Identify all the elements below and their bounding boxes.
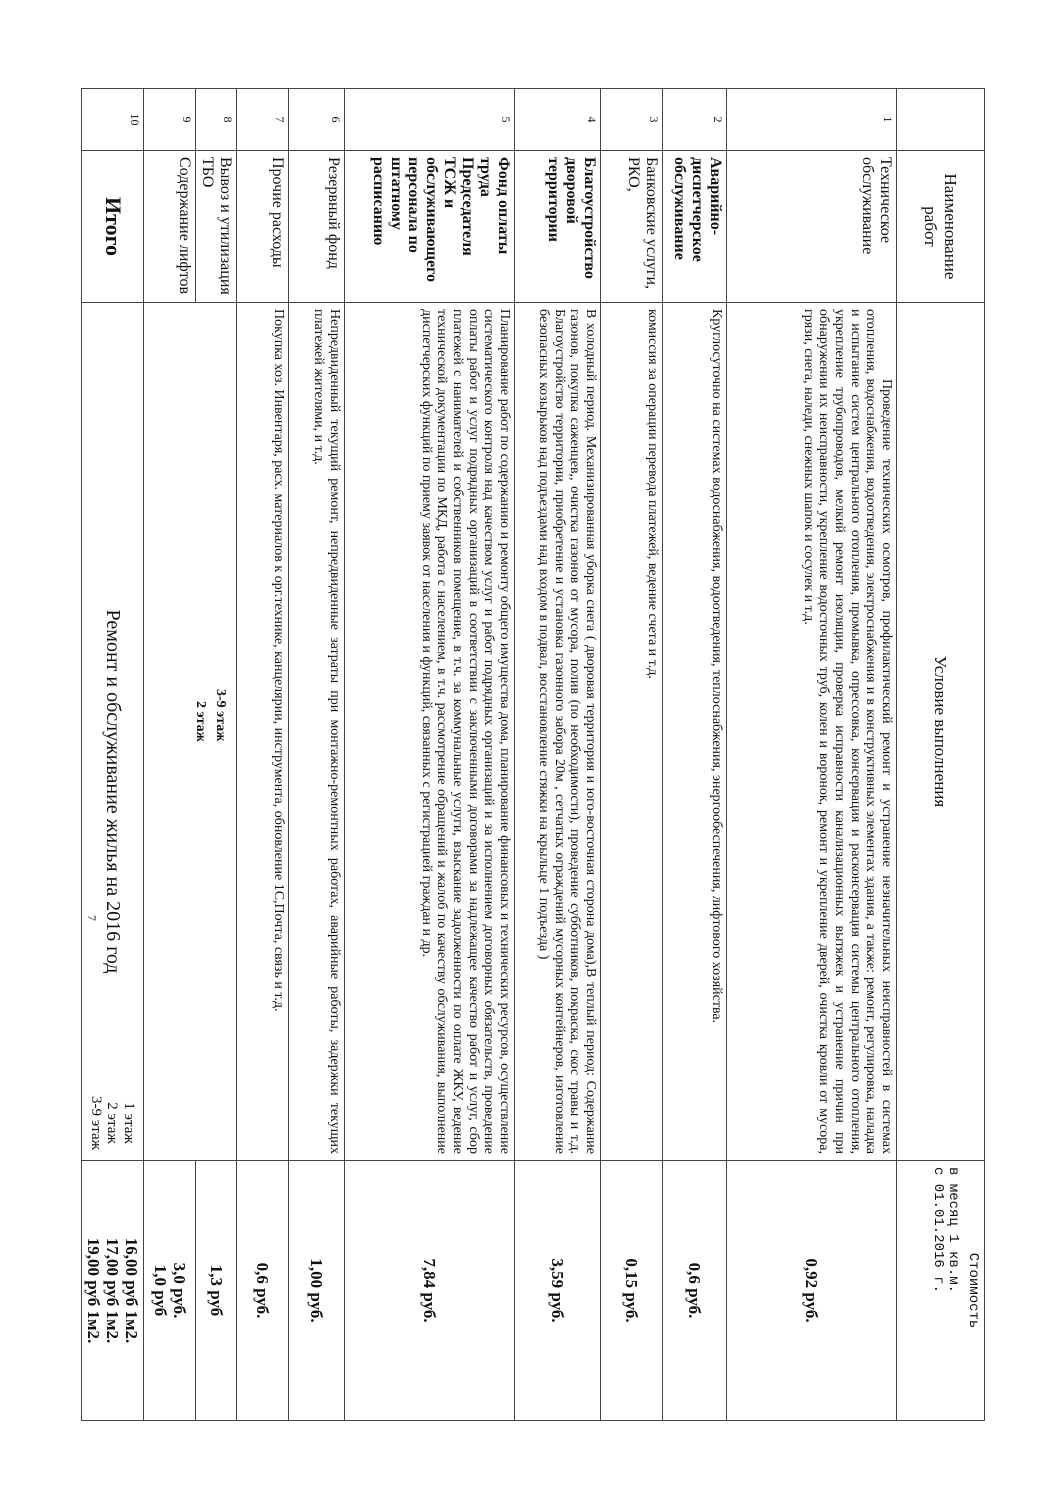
row-condition: Покупка хоз. Инвентаря, расх. материалов к орг.технике, канцелярии, инструмента, обновление 1С,Почта, связь и т.д.	[237, 303, 289, 1161]
table-row-tbo	[196, 89, 237, 1421]
row-condition: Непредвиденный текущий ремонт, непредвиденные затраты при монтажно-ремонтных работах, аварийные работы, задержки текущих платежей жителями, и т.д.	[289, 303, 345, 1161]
total-cost-1: 16,00 руб 1м2.	[122, 1237, 142, 1344]
row-name: Аварийно-диспетчерское обслуживание	[663, 151, 727, 303]
table-row-total	[82, 89, 144, 1421]
rotated-page	[85, 88, 985, 1420]
lift-floor-a: 3-9 этаж	[213, 689, 228, 742]
row-cost: 0,6 руб.	[663, 1161, 727, 1421]
row-number: 2	[663, 89, 727, 151]
row-name: Благоустройство дворовой территории	[515, 151, 601, 303]
row-number: 4	[515, 89, 601, 151]
row-cost: 0,15 руб.	[601, 1161, 663, 1421]
lift-cost-b: 1,0 руб	[150, 1264, 170, 1317]
row-cost: 0,92 руб.	[727, 1161, 897, 1421]
row-number: 10	[82, 89, 144, 151]
total-cost-cell	[82, 1161, 144, 1421]
row-name: Техническое обслуживание	[727, 151, 897, 303]
row-number: 6	[289, 89, 345, 151]
row-condition: комиссия за операции перевода платежей, ведение счета и т.д.	[601, 303, 663, 1161]
header-name: Наименование работ	[897, 151, 985, 303]
table-row	[345, 89, 515, 1421]
total-cost-2: 17,00 руб 1м2.	[103, 1237, 123, 1344]
row-name: Прочие расходы	[237, 151, 289, 303]
header-cost-date: с 01.01.2016 г.	[929, 1167, 946, 1294]
row-name: Содержание лифтов	[144, 151, 196, 303]
tariff-table	[81, 88, 985, 1421]
row-condition: Планирование работ по содержанию и ремонту общего имущества дома, планирование финансовых и технических ресурсов, осуществление систематического контроля над качеством услуг и работ подрядных организаций и за исполнением договорных обязательств, проведение оплаты работ и услуг подрядных организаций в соответствии с заключенными договорами за надлежащее качество работ и услуг, сбор платежей с нанимателей и собственников помещение, в т.ч. за коммунальные услуги, взыскание задолженности по оплате ЖКУ, ведение технической документации по МКД, работа с населением, в т.ч. рассмотрение обращений и жалоб по качеству обслуживания, выполнение диспетчерских функций по приему заявок от населения и функций, связанных с регистрацией граждан и др.	[345, 303, 515, 1161]
total-label: Итого	[82, 151, 144, 303]
table-row	[601, 89, 663, 1421]
row-condition: В холодный период. Механизированная уборка снега ( дворовая территория и юго-восточная сторона дома),В теплый период: Содержание газонов, покупка саженцев,, очистка газонов от мусора, полив (по необходимости), проведение субботников, покраска, скос травы и т.д. Благоустройство территории, приобретение и установка газонного забора 20м , сетчатых ограждений мусорных контейнеров, изготовление безопасных козырьков над подъездами над входом в подвал, восстановление стяжки на крыльце 1 подъезда )	[515, 303, 601, 1161]
row-number: 7	[237, 89, 289, 151]
total-floor-3: 3-9 этаж	[87, 1096, 104, 1150]
table-row	[515, 89, 601, 1421]
row-number: 8	[196, 89, 237, 151]
row-condition: Круглосуточно на системах водоснабжения, водоотведения, теплоснабжения, энергообеспечения, лифтового хозяйства.	[663, 303, 727, 1161]
header-condition: Условие выполнения	[897, 303, 985, 1161]
row-number: 1	[727, 89, 897, 151]
row-number: 9	[144, 89, 196, 151]
total-cost-3: 19,00 руб 1м2.	[84, 1237, 104, 1344]
lift-floor-b: 2 этаж	[193, 701, 208, 742]
row-number: 5	[345, 89, 515, 151]
lift-cost-cell	[144, 1161, 196, 1421]
table-row	[727, 89, 897, 1421]
header-num-cell	[897, 89, 985, 151]
table-row	[237, 89, 289, 1421]
row-name: Банковские услуги, РКО,	[601, 151, 663, 303]
table-row	[289, 89, 345, 1421]
total-title: Ремонт и обслуживание жилья на 2016 год	[101, 609, 124, 974]
lifts-condition-cell	[144, 303, 237, 1161]
total-floor-2: 2 этаж	[104, 1102, 121, 1144]
row-cost: 1,00 руб.	[289, 1161, 345, 1421]
row-number: 3	[601, 89, 663, 151]
row-name: Вывоз и утилизация ТБО	[196, 151, 237, 303]
row-cost: 7,84 руб.	[345, 1161, 515, 1421]
table-header-row	[897, 89, 985, 1421]
header-cost	[897, 1161, 985, 1421]
row-name: Фонд оплаты труда Председателя ТСЖ и обслуживающего персонала по штатному расписанию	[345, 151, 515, 303]
header-cost-unit: в месяц 1 кв.м.	[945, 1167, 962, 1294]
total-condition-cell	[82, 303, 144, 1161]
table-row	[663, 89, 727, 1421]
row-name: Резервный фонд	[289, 151, 345, 303]
row-cost: 3,59 руб.	[515, 1161, 601, 1421]
row-cost: 0,6 руб.	[237, 1161, 289, 1421]
lift-cost-a: 3,0 руб.	[169, 1262, 189, 1319]
total-floor-1: 1 этаж	[121, 1102, 138, 1144]
header-cost-title: Стоимость	[965, 1252, 981, 1329]
row-condition: Проведение технических осмотров, профилактический ремонт и устранение незначительных неисправностей в системах отопления, водоснабжения, водоотведения, электроснабжения и в конструктивных элементах здания, а также: ремонт, регулировка, наладка и испытание систем центрального отопления, промывка, опрессовка, консервация и расконсервация системы центрального отопления, укрепление трубопроводов, мелкий ремонт изоляции, проверка исправности канализационных вытяжек и устранение причин при обнаружении их неисправности, укрепление водосточных труб, колен и воронок, ремонт и укрепление дверей, очистка кровли от мусора, грязи, снега, наледи, снежных шапок и сосулек и т.д.	[727, 303, 897, 1161]
total-floors	[87, 1096, 137, 1150]
row-cost: 1,3 руб	[196, 1161, 237, 1421]
page-number: 7	[84, 915, 99, 921]
